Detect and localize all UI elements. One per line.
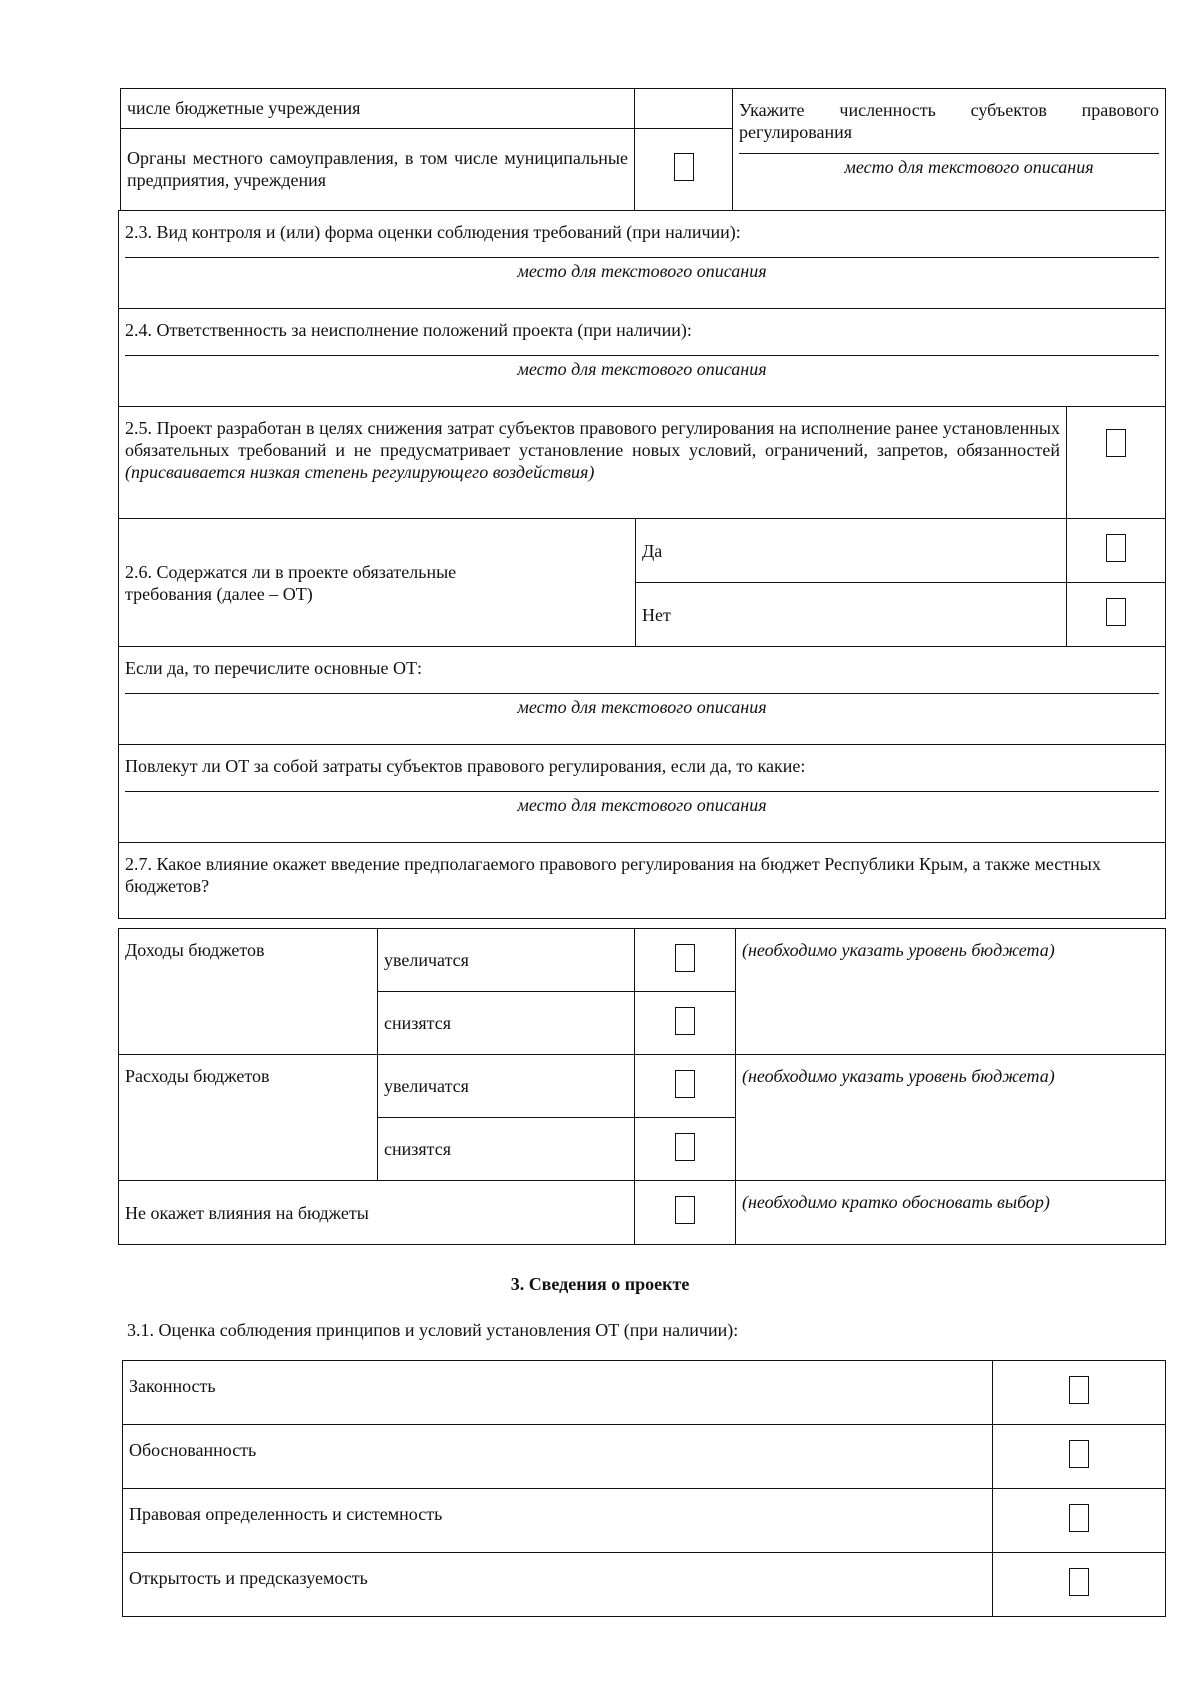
list-ot-line (125, 693, 1159, 694)
row-local-government-label: Органы местного самоуправления, в том числе муниципальные предприятия, учреждения (121, 129, 635, 211)
principle-checkbox-cell (993, 1425, 1166, 1489)
section-3-1-subtitle: 3.1. Оценка соблюдения принципов и условий установления ОТ (при наличии): (127, 1320, 739, 1340)
section-2-4 (119, 309, 1166, 407)
section-2-4-title: 2.4. Ответственность за неисполнение положений проекта (при наличии): (125, 320, 692, 340)
section-2-5-checkbox-cell (1067, 407, 1166, 519)
income-level-note: (необходимо указать уровень бюджета) (736, 929, 1166, 1055)
section-2-6-yes-checkbox[interactable] (1106, 534, 1126, 562)
principle-validity-checkbox[interactable] (1069, 1440, 1089, 1468)
costs-ot-input[interactable]: место для текстового описания (517, 795, 767, 815)
section-2-3-input[interactable]: место для текстового описания (517, 261, 767, 281)
income-decrease-label: снизятся (378, 992, 635, 1055)
no-effect-checkbox-cell (635, 1181, 736, 1245)
section-2-6-yes-label: Да (636, 519, 1067, 583)
expense-increase-label: увеличатся (378, 1055, 635, 1118)
section-2-4-line (125, 355, 1159, 356)
subjects-table (120, 88, 1166, 211)
section-2-3-line (125, 257, 1159, 258)
principle-checkbox-cell (993, 1361, 1166, 1425)
list-ot-section (119, 647, 1166, 745)
subjects-count-cell (733, 89, 1166, 211)
principle-label: Открытость и предсказуемость (123, 1553, 993, 1617)
expense-decrease-checkbox[interactable] (675, 1133, 695, 1161)
no-effect-label: Не окажет влияния на бюджеты (119, 1181, 635, 1245)
income-label: Доходы бюджетов (119, 929, 378, 1055)
expense-label: Расходы бюджетов (119, 1055, 378, 1181)
expense-level-note: (необходимо указать уровень бюджета) (736, 1055, 1166, 1181)
section-2-3 (119, 211, 1166, 309)
subjects-count-input[interactable]: место для текстового описания (844, 157, 1094, 177)
section-2-5-note: (присваивается низкая степень регулирующего воздействия) (125, 462, 595, 482)
subjects-count-prompt: Укажите численность субъектов правового регулирования (739, 100, 1159, 142)
principle-label: Законность (123, 1361, 993, 1425)
principle-label: Обоснованность (123, 1425, 993, 1489)
expense-increase-checkbox-cell (635, 1055, 736, 1118)
expense-increase-checkbox[interactable] (675, 1070, 695, 1098)
section-2-5-text: 2.5. Проект разработан в целях снижения затрат субъектов правового регулирования на исполнение ранее установленных обязательных требований и не предусматривает установление новых условий, ограничений, запретов, обязанностей (125, 418, 1060, 460)
section-2-6-no-checkbox-cell (1067, 583, 1166, 647)
list-ot-title: Если да, то перечислите основные ОТ: (125, 658, 422, 678)
income-decrease-checkbox[interactable] (675, 1007, 695, 1035)
section-2-7-question: 2.7. Какое влияние окажет введение предполагаемого правового регулирования на бюджет Республики Крым, а также местных бюджетов? (119, 843, 1166, 919)
income-decrease-checkbox-cell (635, 992, 736, 1055)
subjects-count-line (739, 153, 1159, 154)
section-2-6-yes-checkbox-cell (1067, 519, 1166, 583)
expense-decrease-label: снизятся (378, 1118, 635, 1181)
principle-checkbox-cell (993, 1489, 1166, 1553)
section-2-4-input[interactable]: место для текстового описания (517, 359, 767, 379)
principle-legality-checkbox[interactable] (1069, 1376, 1089, 1404)
income-increase-label: увеличатся (378, 929, 635, 992)
expense-decrease-checkbox-cell (635, 1118, 736, 1181)
section-2-6-no-label: Нет (636, 583, 1067, 647)
row-budget-institutions-empty (635, 89, 733, 129)
costs-ot-section (119, 745, 1166, 843)
costs-ot-line (125, 791, 1159, 792)
principle-checkbox-cell (993, 1553, 1166, 1617)
section-2-5-checkbox[interactable] (1106, 429, 1126, 457)
section-2-6-question: 2.6. Содержатся ли в проекте обязательные требования (далее – ОТ) (119, 519, 636, 647)
section-2-6-no-checkbox[interactable] (1106, 598, 1126, 626)
no-effect-checkbox[interactable] (675, 1196, 695, 1224)
principle-openness-checkbox[interactable] (1069, 1568, 1089, 1596)
no-effect-justify-note: (необходимо кратко обосновать выбор) (736, 1181, 1166, 1245)
costs-ot-title: Повлекут ли ОТ за собой затраты субъектов правового регулирования, если да, то какие: (125, 756, 806, 776)
income-increase-checkbox[interactable] (675, 944, 695, 972)
local-government-checkbox[interactable] (674, 153, 694, 181)
principle-label: Правовая определенность и системность (123, 1489, 993, 1553)
sections-table (118, 210, 1166, 919)
principles-table (122, 1360, 1166, 1617)
section-3-title: 3. Сведения о проекте (510, 1274, 690, 1294)
row-local-government-checkbox-cell (635, 129, 733, 211)
section-2-5 (119, 407, 1067, 519)
principle-certainty-checkbox[interactable] (1069, 1504, 1089, 1532)
list-ot-input[interactable]: место для текстового описания (517, 697, 767, 717)
row-budget-institutions-label: числе бюджетные учреждения (121, 89, 635, 129)
budget-impact-table (118, 928, 1166, 1245)
income-increase-checkbox-cell (635, 929, 736, 992)
section-2-3-title: 2.3. Вид контроля и (или) форма оценки соблюдения требований (при наличии): (125, 222, 741, 242)
